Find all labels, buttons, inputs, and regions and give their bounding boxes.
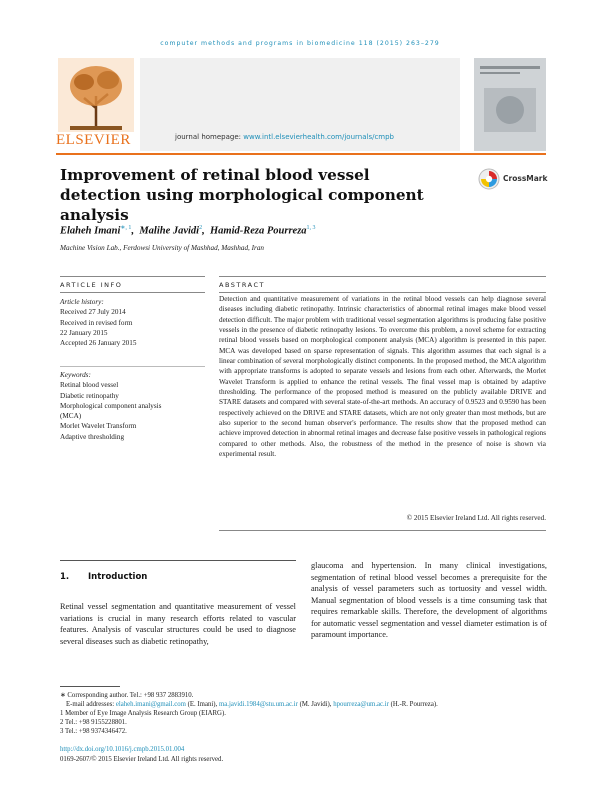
- history-item: 22 January 2015: [60, 328, 108, 337]
- keyword-item: Morphological component analysis: [60, 401, 162, 410]
- issn-line: 0169-2607/© 2015 Elsevier Ireland Ltd. All rights reserved.: [60, 756, 224, 763]
- footnote-corresponding: ∗ Corresponding author. Tel.: +98 937 2883910.: [60, 692, 194, 699]
- keywords-label: Keywords:: [60, 371, 91, 379]
- email-owner: (E. Imani),: [187, 701, 218, 708]
- author-sup: ∗, 1: [120, 225, 132, 231]
- abstract-rule-top: [219, 276, 546, 277]
- keyword-item: Diabetic retinopathy: [60, 391, 119, 400]
- email-link[interactable]: ma.javidi.1984@stu.um.ac.ir: [218, 701, 298, 708]
- keywords-block: [60, 370, 200, 442]
- email-label: E-mail addresses:: [66, 701, 115, 708]
- abstract-heading: ABSTRACT: [219, 281, 265, 289]
- intro-paragraph-left: Retinal vessel segmentation and quantitative measurement of vessel variations is crucial in many research efforts related to vascular features. Analysis of vascular structures could be used to diagnose several diseases such as diabetic retinopathy,: [60, 602, 296, 646]
- info-divider: [60, 366, 205, 367]
- journal-cover-image: [474, 58, 546, 151]
- section-number: 1.: [60, 572, 70, 582]
- abstract-text: Detection and quantitative measurement of variations in the retinal blood vessels can help diagnose several diseases including diabetic retinopathy. Intrinsic characteristics of abnormal retinal images make blood vessel detection difficult. The major problem with traditional vessel segmentation algorithms is producing false positive vessels in the presence of diabetic retinopathy lesions. To overcome this problem, a novel scheme for extracting retinal blood vessels based on morphological component analysis (MCA) algorithm is presented in this paper. MCA was developed based on sparse representation of signals. This algorithm assumes that each signal is a linear combination of several morphologically distinct components. In the proposed method, the MCA algorithm with appropriate transforms is adopted to separate vessels and lesions from each other. Afterwards, the Morlet Wavelet Transform is applied to enhance the retinal vessels. The final vessel map is obtained by adaptive thresholding. The performance of the proposed method is measured on the publicly available DRIVE and STARE datasets and compared with several state-of-the-art methods. An accuracy of 0.9523 and 0.9590 has been respectively achieved on the DRIVE and STARE datasets, which are not only greater than most methods, but are also superior to the second human observer's performance. The results show that the proposed method can achieve improved detection in abnormal retinal images and decrease false positive vessels in pathological regions compared to other methods. Also, the robustness of the method in the presence of noise is shown via experimental result.: [219, 295, 546, 459]
- keyword-item: Retinal blood vessel: [60, 381, 119, 390]
- article-history: [60, 297, 200, 348]
- keyword-item: (MCA): [60, 412, 82, 421]
- info-rule-top: [60, 276, 205, 277]
- homepage-link[interactable]: www.intl.elsevierhealth.com/journals/cmpb: [243, 133, 394, 141]
- article-title: Improvement of retinal blood vessel detection using morphological component analysis: [60, 166, 424, 224]
- footnotes: [60, 691, 550, 736]
- abstract-rule-end: [219, 530, 546, 531]
- author-name: Malihe Javidi: [139, 225, 200, 237]
- author-name: Elaheh Imani: [60, 225, 121, 237]
- history-item: Received 27 July 2014: [60, 308, 126, 317]
- author-name: Hamid-Reza Pourreza: [209, 225, 307, 237]
- email-link[interactable]: elaheh.imani@gmail.com: [115, 701, 186, 708]
- journal-header: computer methods and programs in biomedicine 118 (2015) 263–279: [160, 40, 440, 47]
- history-item: Accepted 26 January 2015: [60, 339, 137, 348]
- section-title: Introduction: [88, 572, 148, 582]
- publisher-logo-text: ELSEVIER: [56, 132, 131, 148]
- homepage-label: journal homepage:: [175, 133, 242, 141]
- crossmark-badge[interactable]: [478, 168, 548, 190]
- header-rule: [56, 153, 546, 155]
- keyword-item: Adaptive thresholding: [60, 432, 125, 441]
- footnote-emails: [60, 700, 550, 709]
- section-heading-introduction: [60, 572, 147, 582]
- info-rule-bottom: [60, 292, 205, 293]
- footnote-rule: [60, 686, 120, 687]
- affiliation: Machine Vision Lab., Ferdowsi University of Mashhad, Mashhad, Iran: [60, 244, 265, 252]
- author-sup: 1, 3: [306, 225, 316, 231]
- crossmark-icon: [478, 168, 500, 190]
- email-link[interactable]: hpourreza@um.ac.ir: [333, 701, 389, 708]
- author-list: Elaheh Imani$^{∗, 1}$, Malihe Javidi$^2$, Hamid-Reza Pourreza$^{1, 3}$: [60, 225, 316, 237]
- intro-rule: [60, 560, 296, 561]
- journal-homepage: [175, 133, 394, 141]
- abstract-rule-bottom: [219, 292, 546, 293]
- history-label: Article history:: [60, 298, 104, 306]
- crossmark-label: CrossMark: [503, 174, 548, 183]
- email-owner: (M. Javidi),: [299, 701, 332, 708]
- footnote-item: 2 Tel.: +98 9155228801.: [60, 719, 127, 726]
- email-owner: (H.-R. Pourreza).: [390, 701, 438, 708]
- footnote-item: 1 Member of Eye Image Analysis Research Group (EIARG).: [60, 710, 226, 717]
- footnote-item: 3 Tel.: +98 9374346472.: [60, 728, 127, 735]
- keyword-item: Morlet Wavelet Transform: [60, 422, 137, 431]
- article-info-heading: ARTICLE INFO: [60, 281, 123, 289]
- abstract-copyright: © 2015 Elsevier Ireland Ltd. All rights reserved.: [406, 514, 546, 522]
- author-sup: 2: [199, 225, 203, 231]
- doi-link[interactable]: http://dx.doi.org/10.1016/j.cmpb.2015.01.004: [60, 746, 185, 753]
- history-item: Received in revised form: [60, 318, 133, 327]
- intro-paragraph-right: glaucoma and hypertension. In many clinical investigations, segmentation of retinal blood vessel becomes a prerequisite for the analysis of vessel parameters such as tortuosity and vessel width. Manual segmentation of blood vessels is a time consuming task that requires remarkable skills. Therefore, the development of algorithms for automatic vessel segmentation and vessel diameter estimation is of paramount importance.: [311, 561, 547, 639]
